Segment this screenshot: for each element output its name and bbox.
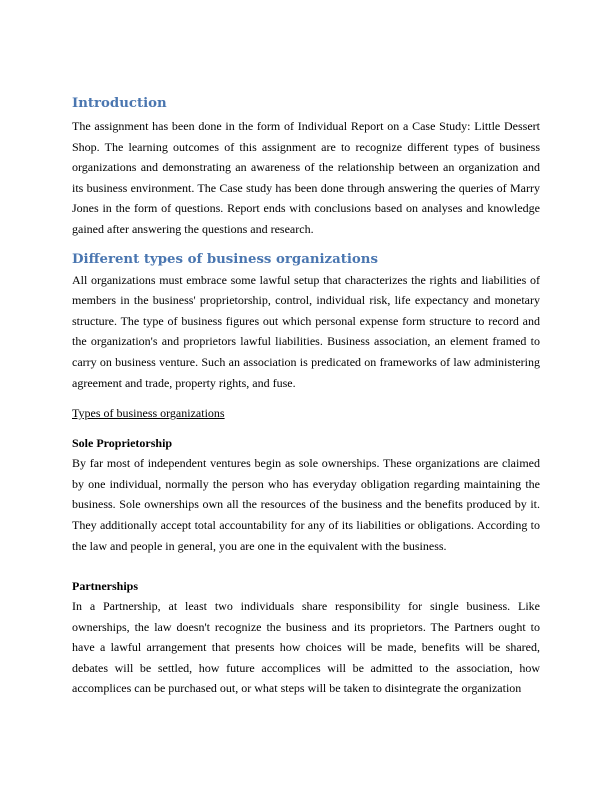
subheading-types-of-business-organizations: Types of business organizations [72, 406, 225, 421]
heading-introduction: Introduction [72, 96, 167, 111]
paragraph-partnerships: In a Partnership, at least two individuals share responsibility for single business. Like ownerships, the law doesn't recognize the business and its proprietors. The Partners ought to have a lawful arrangement that presents how choices will be made, benefits will be shared, debates will be settled, how future accomplices will be admitted to the association, how accomplices can be purchased out, or what steps will be taken to disintegrate the organization [72, 599, 540, 696]
heading-partnerships: Partnerships [72, 579, 138, 594]
document-body [72, 94, 540, 699]
paragraph-introduction: The assignment has been done in the form of Individual Report on a Case Study: Little Dessert Shop. The learning outcomes of this assignment are to recognize different types of business organizations and demonstrating an awareness of the relationship between an organization and its business environment. The Case study has been done through answering the queries of Marry Jones in the form of questions. Report ends with conclusions based on analyses and knowledge gained after answering the questions and research. [72, 119, 540, 236]
paragraph-sole-proprietorship: By far most of independent ventures begin as sole ownerships. These organizations are claimed by one individual, normally the person who has everyday obligation regarding maintaining the business. Sole ownerships own all the resources of the business and the benefits produced by it. They additionally accept total accountability for any of its liabilities or obligations. According to the law and people in general, you are one in the equivalent with the business. [72, 456, 540, 553]
heading-business-organization-types: Different types of business organizations [72, 251, 378, 267]
heading-sole-proprietorship: Sole Proprietorship [72, 436, 173, 451]
paragraph-business-organization-types: All organizations must embrace some lawful setup that characterizes the rights and liabilities of members in the business' proprietorship, control, individual risk, life expectancy and monetary structure. The type of business figures out which personal expense form structure to record and the organization's and proprietors lawful liabilities. Business association, an element framed to carry on business venture. Such an association is predicated on frameworks of law administering agreement and trade, property rights, and fuse. [72, 272, 540, 390]
